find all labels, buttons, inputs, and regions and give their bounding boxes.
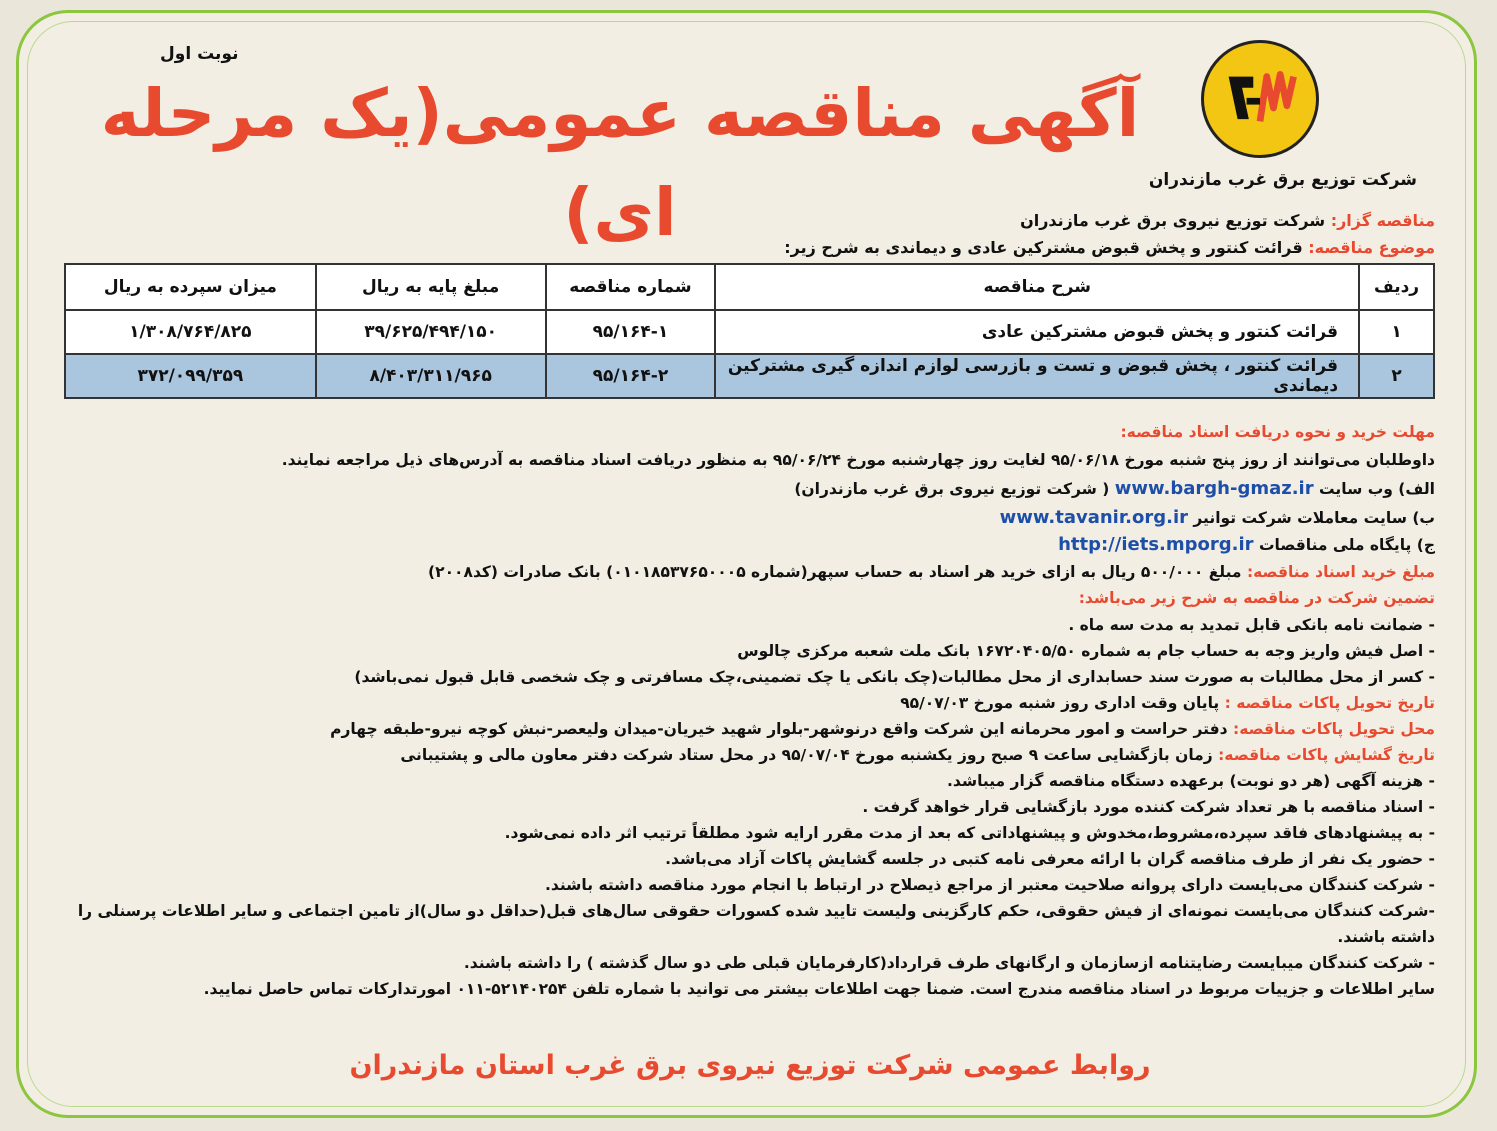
note-item: - شرکت کنندگان می‌بایست دارای پروانه صلاحیت معتبر از مراجع ذیصلاح در ارتباط با انجام مورد مناقصه داشته باشند. (545, 876, 1435, 894)
site-b-line (1000, 509, 1435, 527)
delivery-place-line (330, 722, 1435, 738)
price-line (428, 565, 1435, 581)
delivery-place-value: دفتر حراست و امور محرمانه این شرکت واقع درنوشهر-بلوار شهید خیریان-میدان ولیعصر-نبش کوچه نیرو-طبقه چهارم (330, 720, 1228, 738)
note-item: - اسناد مناقصه با هر تعداد شرکت کننده مورد بازگشایی قرار خواهد گرفت . (862, 798, 1435, 816)
notice-body (64, 425, 1435, 1045)
header-description: شرح مناقصه (715, 264, 1359, 310)
subject-label: موضوع مناقصه: (1308, 238, 1435, 257)
page-title: آگهی مناقصه عمومی(یک مرحله ای) (100, 75, 1140, 251)
delivery-place-label: محل تحویل پاکات مناقصه: (1233, 720, 1435, 738)
footer-signature: روابط عمومی شرکت توزیع نیروی برق غرب استان مازندران (349, 1050, 1151, 1081)
row-description: قرائت کنتور و پخش قبوض مشترکین عادی (715, 310, 1359, 354)
guarantee-heading: تضمین شرکت در مناقصه به شرح زیر می‌باشد: (1078, 589, 1435, 607)
guarantee-item: - ضمانت نامه بانکی قابل تمدید به مدت سه ماه . (1068, 616, 1435, 634)
row-description: قرائت کنتور ، پخش قبوض و تست و بازرسی لوازم اندازه گیری مشترکین دیماندی (715, 354, 1359, 398)
price-value: مبلغ ۵۰۰/۰۰۰ ریال به ازای خرید هر اسناد به حساب سپهر(شماره ۰۱۰۱۸۵۳۷۶۵۰۰۰۵) بانک صادرات (کد۲۰۰۸) (428, 563, 1242, 581)
deadline-heading: مهلت خرید و نحوه دریافت اسناد مناقصه: (1120, 423, 1435, 441)
guarantee-item: - کسر از محل مطالبات به صورت سند حسابداری از محل مطالبات(چک بانکی یا چک تضمینی،چک مسافرتی و چک شخصی قابل قبول نمی‌باشد) (354, 668, 1435, 686)
subject-line (784, 238, 1435, 257)
note-item: - به پیشنهادهای فاقد سپرده،مشروط،مخدوش و پیشنهاداتی که بعد از مدت مقرر ارایه شود مطلقاً ترتیب اثر داده نمی‌شود. (504, 824, 1435, 842)
site-a-line (794, 480, 1435, 498)
applicants-text: داوطلبان می‌توانند از روز پنج شنبه مورخ ۹۵/۰۶/۱۸ لغایت روز چهارشنبه مورخ ۹۵/۰۶/۲۴ به منظور دریافت اسناد مناقصه به آدرس‌های ذیل مراجعه نمایند. (281, 451, 1435, 469)
site-a-prefix: الف) وب سایت (1319, 480, 1435, 498)
row-number: ۲ (1359, 354, 1434, 398)
note-item: -شرکت کنندگان می‌بایست نمونه‌ای از فیش حقوقی، حکم کارگزینی ولیست تایید شده کسورات حقوقی سال‌های قبل(حداقل دو سال)از تامین اجتماعی و سایر اطلاعات پرسنلی را (77, 902, 1435, 920)
row-deposit-amount: ۱/۳۰۸/۷۶۴/۸۲۵ (65, 310, 316, 354)
note-item-continued: داشته باشند. (1337, 928, 1435, 946)
row-base-amount: ۳۹/۶۲۵/۴۹۴/۱۵۰ (316, 310, 546, 354)
row-number: ۱ (1359, 310, 1434, 354)
tender-table (64, 263, 1435, 399)
tenderer-label: مناقصه گزار: (1330, 211, 1435, 230)
delivery-date-label: تاریخ تحویل پاکات مناقصه : (1224, 694, 1435, 712)
note-item: سایر اطلاعات و جزییات مربوط در اسناد مناقصه مندرج است. ضمنا جهت اطلاعات بیشتر می توانید با شماره تلفن ۵۲۱۴۰۲۵۴-۰۱۱ امورتدارکات تماس حاصل نمایید. (203, 980, 1435, 998)
site-a-suffix: ( شرکت توزیع نیروی برق غرب مازندران) (794, 480, 1110, 498)
site-b-link[interactable]: www.tavanir.org.ir (999, 507, 1188, 528)
header-tender-number: شماره مناقصه (546, 264, 716, 310)
guarantee-item: - اصل فیش واریز وجه به حساب جام به شماره ۱۶۷۲۰۴۰۵/۵۰ بانک ملت شعبه مرکزی چالوس (737, 642, 1435, 660)
row-base-amount: ۸/۴۰۳/۳۱۱/۹۶۵ (316, 354, 546, 398)
company-name-under-logo: شرکت توزیع برق غرب مازندران (1148, 170, 1417, 190)
header-deposit-amount: میزان سپرده به ریال (65, 264, 316, 310)
row-deposit-amount: ۳۷۲/۰۹۹/۳۵۹ (65, 354, 316, 398)
note-item: - حضور یک نفر از طرف مناقصه گران با ارائه معرفی نامه کتبی در جلسه گشایش پاکات آزاد می‌باشد. (665, 850, 1435, 868)
subject-value: قرائت کنتور و پخش قبوض مشترکین عادی و دیماندی به شرح زیر: (784, 238, 1303, 257)
row-tender-number: ۹۵/۱۶۴-۲ (546, 354, 716, 398)
table-header-row (65, 264, 1434, 310)
price-label: مبلغ خرید اسناد مناقصه: (1246, 563, 1435, 581)
site-b-prefix: ب) سایت معاملات شرکت توانیر (1193, 509, 1435, 527)
table-row (65, 354, 1434, 398)
site-c-link[interactable]: http://iets.mporg.ir (1058, 534, 1254, 555)
site-c-line (1058, 536, 1435, 554)
table-row (65, 310, 1434, 354)
note-item: - هزینه آگهی (هر دو نوبت) برعهده دستگاه مناقصه گزار میباشد. (947, 772, 1435, 790)
delivery-date-line (900, 696, 1435, 712)
tenderer-line (1020, 211, 1435, 230)
header-base-amount: مبلغ پایه به ریال (316, 264, 546, 310)
site-c-prefix: ج) پایگاه ملی مناقصات (1258, 536, 1435, 554)
opening-value: زمان بازگشایی ساعت ۹ صبح روز یکشنبه مورخ ۹۵/۰۷/۰۴ در محل ستاد شرکت دفتر معاون مالی و پشتیبانی (400, 746, 1213, 764)
round-label: نوبت اول (160, 44, 239, 64)
note-item: - شرکت کنندگان میبایست رضایتنامه ازسازمان و ارگانهای طرف قرارداد(کارفرمایان قبلی طی دو سال گذشته ) را داشته باشند. (463, 954, 1435, 972)
delivery-date-value: پایان وقت اداری روز شنبه مورخ ۹۵/۰۷/۰۳ (900, 694, 1220, 712)
opening-label: تاریخ گشایش پاکات مناقصه: (1218, 746, 1435, 764)
header-row-number: ردیف (1359, 264, 1434, 310)
site-a-link[interactable]: www.bargh-gmaz.ir (1114, 478, 1314, 499)
opening-line (400, 748, 1435, 764)
row-tender-number: ۹۵/۱۶۴-۱ (546, 310, 716, 354)
company-logo-icon (1201, 40, 1319, 158)
tenderer-value: شرکت توزیع نیروی برق غرب مازندران (1020, 211, 1326, 230)
